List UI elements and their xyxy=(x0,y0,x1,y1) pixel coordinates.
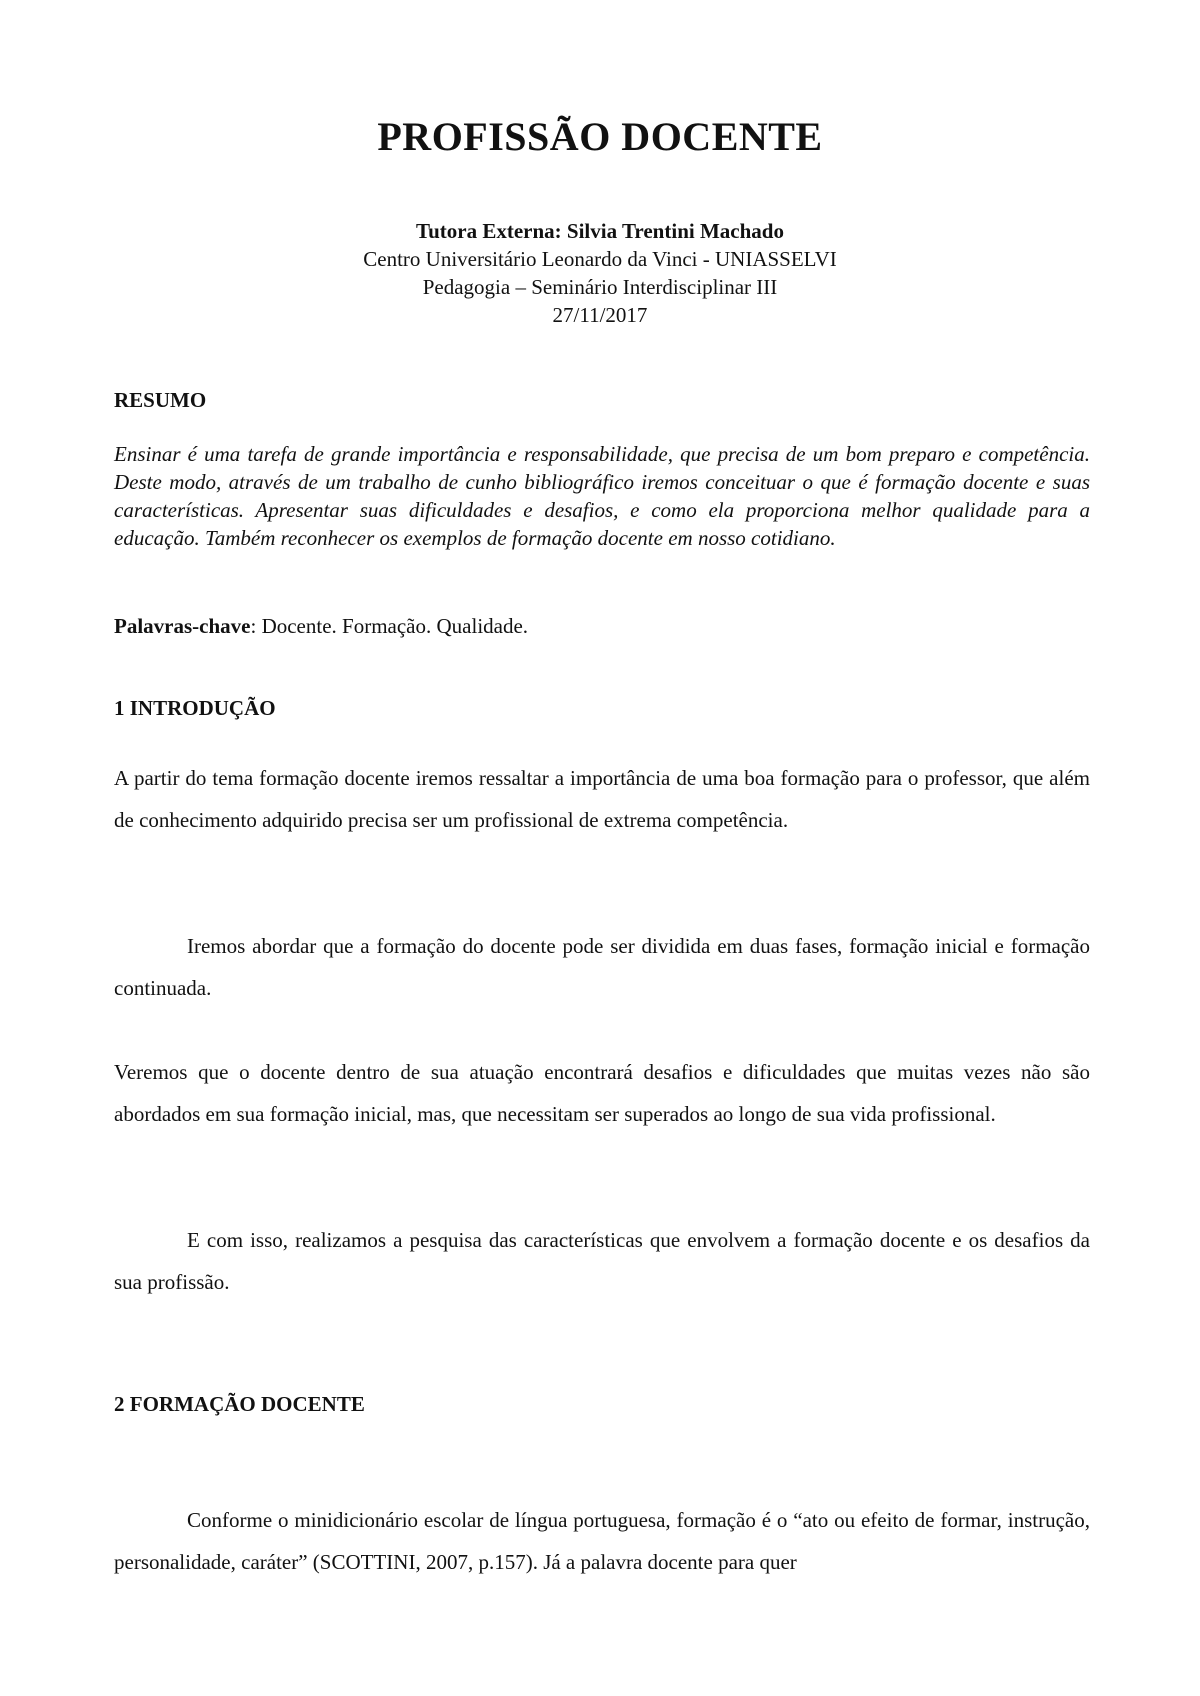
formacao-heading: 2 FORMAÇÃO DOCENTE xyxy=(114,1392,365,1416)
author-block xyxy=(0,217,1200,329)
intro-paragraph-2: Iremos abordar que a formação do docente pode ser dividida em duas fases, formação inicial e formação continuada. xyxy=(114,934,1090,1000)
resumo-text: Ensinar é uma tarefa de grande importância e responsabilidade, que precisa de um bom preparo e competência. Deste modo, através de um trabalho de cunho bibliográfico iremos conceituar o que é formação docente e suas características. Apresentar suas dificuldades e desafios, e como ela proporciona melhor qualidade para a educação. Também reconhecer os exemplos de formação docente em nosso cotidiano. xyxy=(114,442,1090,550)
intro-paragraph-3: Veremos que o docente dentro de sua atuação encontrará desafios e dificuldades que muitas vezes não são abordados em sua formação inicial, mas, que necessitam ser superados ao longo de sua vida profissional. xyxy=(114,1060,1090,1126)
date-line: 27/11/2017 xyxy=(552,303,648,327)
document-title: PROFISSÃO DOCENTE xyxy=(377,114,823,159)
keywords-line xyxy=(114,612,528,640)
intro-paragraph-1: A partir do tema formação docente iremos ressaltar a importância de uma boa formação para o professor, que além de conhecimento adquirido precisa ser um profissional de extrema competência. xyxy=(114,766,1090,832)
keywords-label: Palavras-chave xyxy=(114,614,251,638)
intro-heading: 1 INTRODUÇÃO xyxy=(114,696,276,720)
course-line: Pedagogia – Seminário Interdisciplinar III xyxy=(422,275,778,299)
keywords-text: : Docente. Formação. Qualidade. xyxy=(250,614,529,638)
institution-line: Centro Universitário Leonardo da Vinci - UNIASSELVI xyxy=(363,247,837,271)
intro-paragraph-4: E com isso, realizamos a pesquisa das características que envolvem a formação docente e os desafios da sua profissão. xyxy=(114,1228,1090,1294)
formacao-paragraph-1: Conforme o minidicionário escolar de língua portuguesa, formação é o “ato ou efeito de formar, instrução, personalidade, caráter” (SCOTTINI, 2007, p.157). Já a palavra docente para quer xyxy=(114,1508,1090,1574)
resumo-heading: RESUMO xyxy=(114,388,207,412)
tutor-line: Tutora Externa: Silvia Trentini Machado xyxy=(416,219,784,243)
